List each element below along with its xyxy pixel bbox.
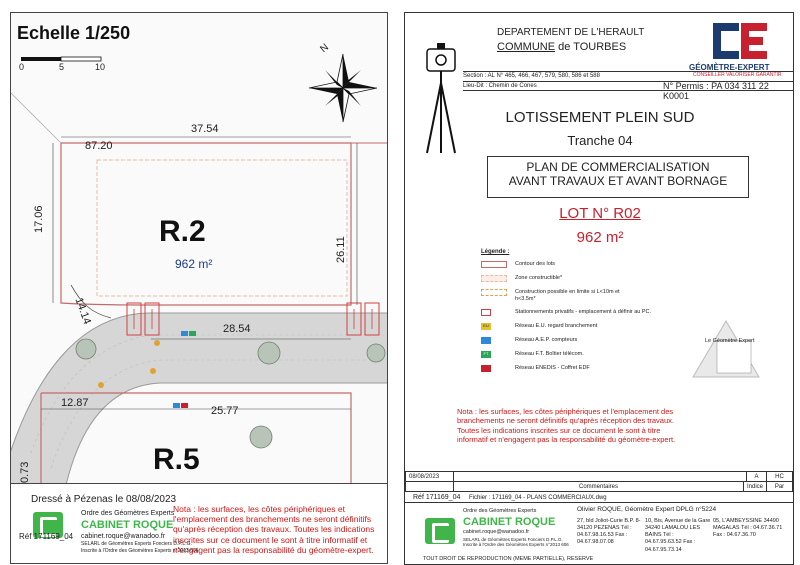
cabinet-selarl: SELARL de Géomètres Experts Fonciers D.P.L.G. <box>81 541 192 548</box>
legend-text-aep: Réseau A.E.P. compteurs <box>515 337 578 343</box>
expert-name: Olivier ROQUE, Géomètre Expert DPLG n°5224 <box>577 506 717 513</box>
geometre-label: Le Géomètre Expert <box>705 338 755 344</box>
cabinet-name-2: CABINET ROQUE <box>463 516 556 529</box>
rev-header-date <box>406 482 454 492</box>
dim-12-87: 12.87 <box>61 397 89 409</box>
legend-text-limite: Construction possible en limite si L<10m et h<3.5m* <box>515 289 620 303</box>
plan-title-box <box>487 156 749 198</box>
legend-swatch-enedis <box>481 365 491 372</box>
department: DEPARTEMENT DE L'HERAULT <box>497 27 645 38</box>
scale-title: Echelle 1/250 <box>17 23 131 43</box>
rev-header-comments: Commentaires <box>454 482 744 492</box>
plan-frame <box>10 12 388 484</box>
rev-par: HC <box>767 472 793 482</box>
legend-text-constructible: Zone constructible* <box>515 275 563 281</box>
cabinet-logo-icon-2 <box>425 518 455 544</box>
lot-number-text: LOT N° R02 <box>559 205 641 222</box>
permis-number: N° Permis : PA 034 311 22 K0001 <box>663 81 769 101</box>
legend-text-parking: Stationnements privatifs - emplacement à définir au PC. <box>515 309 652 315</box>
legend-item-contour <box>481 261 555 268</box>
dim-0-73: 0.73 <box>19 461 31 483</box>
revision-table-row <box>405 471 793 482</box>
commune-suffix: de TOURBES <box>558 41 627 53</box>
plan-title-2: AVANT TRAVAUX ET AVANT BORNAGE <box>508 173 728 188</box>
lot-r2-area: 962 m² <box>175 257 213 271</box>
legend-swatch-ft: FT <box>481 351 491 358</box>
rev-header-index: Indice <box>743 482 766 492</box>
cabinet-order-2: Ordre des Géomètres Experts <box>463 508 537 514</box>
plan-footer <box>10 484 388 564</box>
legend-title: Légende : <box>481 249 510 255</box>
legend-swatch-constructible <box>481 275 507 282</box>
north-label: N <box>318 41 331 56</box>
revision-table <box>405 481 793 492</box>
lieu-dit: Lieu-Dit : Chemin de Cones <box>463 81 793 91</box>
geometre-expert-logo-icon <box>705 19 775 63</box>
sheet-footer <box>405 504 793 556</box>
plan-title-1: PLAN DE COMMERCIALISATION <box>526 160 710 174</box>
dresse-date: Dressé à Pézenas le 08/08/2023 <box>31 494 177 505</box>
revision-row <box>406 472 793 482</box>
sheet-ref: Réf 171169_04 <box>413 494 461 501</box>
legend-item-parking <box>481 309 651 316</box>
commune-prefix: COMMUNE <box>497 41 556 53</box>
scale-tick-0: 0 <box>19 62 25 72</box>
plan-panel <box>0 0 392 565</box>
legend-item-aep <box>481 337 577 344</box>
ref-bar <box>405 493 793 503</box>
dim-25-77: 25.77 <box>211 405 239 417</box>
cabinet-email[interactable]: cabinet.roque@wanadoo.fr <box>81 532 166 540</box>
dim-28-54: 28.54 <box>223 323 251 335</box>
legend-swatch-contour <box>481 261 507 268</box>
logo-text: GÉOMÈTRE-EXPERT <box>689 63 770 72</box>
rev-index: A <box>747 472 767 482</box>
cabinet-block-2 <box>463 508 569 548</box>
lot-r5-label: R.5 <box>153 443 200 476</box>
dim-26-11: 26.11 <box>335 236 347 263</box>
dim-14-14: 14.14 <box>72 296 94 326</box>
lot-r2-label: R.2 <box>159 215 206 248</box>
legend-swatch-parking <box>481 309 491 316</box>
cabinet-block <box>81 510 198 554</box>
legend-text-contour: Contour des lots <box>515 261 556 267</box>
office-magalas: 05, L'AMBEYSSINE 34490 MAGALAS Tél : 04.67.36.71 Fax : 04.67.36.70 <box>713 518 783 539</box>
legend-item-enedis <box>481 365 590 372</box>
rev-header-par: Par <box>767 482 793 492</box>
legend-item-eu <box>481 323 597 330</box>
lot-number <box>405 205 795 222</box>
legend-text-ft: Réseau F.T. Boîtier télécom. <box>515 351 584 357</box>
geometre-stamp-icon <box>691 319 761 379</box>
legend-text-enedis: Réseau ENEDIS - Coffret EDF <box>515 365 590 371</box>
dim-37-54: 37.54 <box>191 123 219 135</box>
scale-tick-5: 5 <box>59 62 65 72</box>
fichier: Fichier : 171169_04 - PLANS COMMERCIAUX.dwg <box>469 495 607 501</box>
logo-tagline: CONSEILLER VALORISER GARANTIR <box>693 72 782 78</box>
commune <box>497 41 626 53</box>
legend-text-eu: Réseau E.U. regard branchement <box>515 323 598 329</box>
cabinet-name: CABINET ROQUE <box>81 518 174 531</box>
dim-17-06: 17.06 <box>33 205 45 233</box>
dim-87-20: 87.20 <box>85 140 113 152</box>
lot-area: 962 m² <box>576 229 624 246</box>
legend-swatch-eu: EU <box>481 323 491 330</box>
reproduction-notice: TOUT DROIT DE REPRODUCTION (MEME PARTIELLE), RESERVE <box>423 556 594 562</box>
scale-tick-10: 10 <box>95 62 106 72</box>
title-sheet <box>404 12 794 565</box>
legend-item-limite <box>481 289 635 303</box>
cabinet-inscription-2: Inscrite à l'Ordre des Géomètres Experts n°2013 606 <box>463 542 569 548</box>
cabinet-order: Ordre des Géomètres Experts <box>81 510 175 517</box>
rev-date: 08/08/2023 <box>406 472 454 482</box>
plan-note: Nota : les surfaces, les côtes périphériques et l'emplacement des branchements ne seront définitifs qu'après réception des travaux. Toutes les indications inscrites sur ce document le sont à titre informatif et n'engagent pas la responsabilité du géomètre-expert. <box>173 504 375 555</box>
cabinet-inscription: Inscrite à l'Ordre des Géomètres Experts n°2013 606 <box>81 547 199 554</box>
sheet-note: Nota : les surfaces, les côtes périphériques et l'emplacement des branchements ne seront définitifs qu'après réception des travaux. Toutes les indications inscrites sur ce document le sont à titre informatif et n'engagent pas la responsabilité du géomètre-expert. <box>457 407 676 445</box>
office-lamalou: 10, Bis, Avenue de la Gare 34240 LAMALOU LES BAINS Tél : 04.67.95.63.52 Fax : 04.67.95.73.14 <box>645 518 711 553</box>
tranche: Tranche 04 <box>567 133 633 148</box>
section-info: Section : AL N° 465, 466, 467, 579, 580, 586 et 588 <box>463 71 793 79</box>
lotissement-title: LOTISSEMENT PLEIN SUD <box>505 109 695 126</box>
rev-comments <box>454 472 747 482</box>
legend-item-constructible <box>481 275 562 282</box>
cabinet-selarl-2: SELARL de Géomètres Experts Fonciers D.P.L.G. <box>463 536 563 542</box>
office-pezenas: 27, bld Joliot-Curie B.P. 8-34120 PEZENAS Tél : 04.67.98.16.53 Fax : 04.67.98.07.08 <box>577 518 641 546</box>
cabinet-email-2[interactable]: cabinet.roque@wanadoo.fr <box>463 529 530 536</box>
legend-item-ft <box>481 351 584 358</box>
legend-swatch-limite <box>481 289 507 296</box>
legend-swatch-aep <box>481 337 491 344</box>
revision-header-row <box>406 482 793 492</box>
plan-ref: Réf 171169_04 <box>19 532 74 541</box>
